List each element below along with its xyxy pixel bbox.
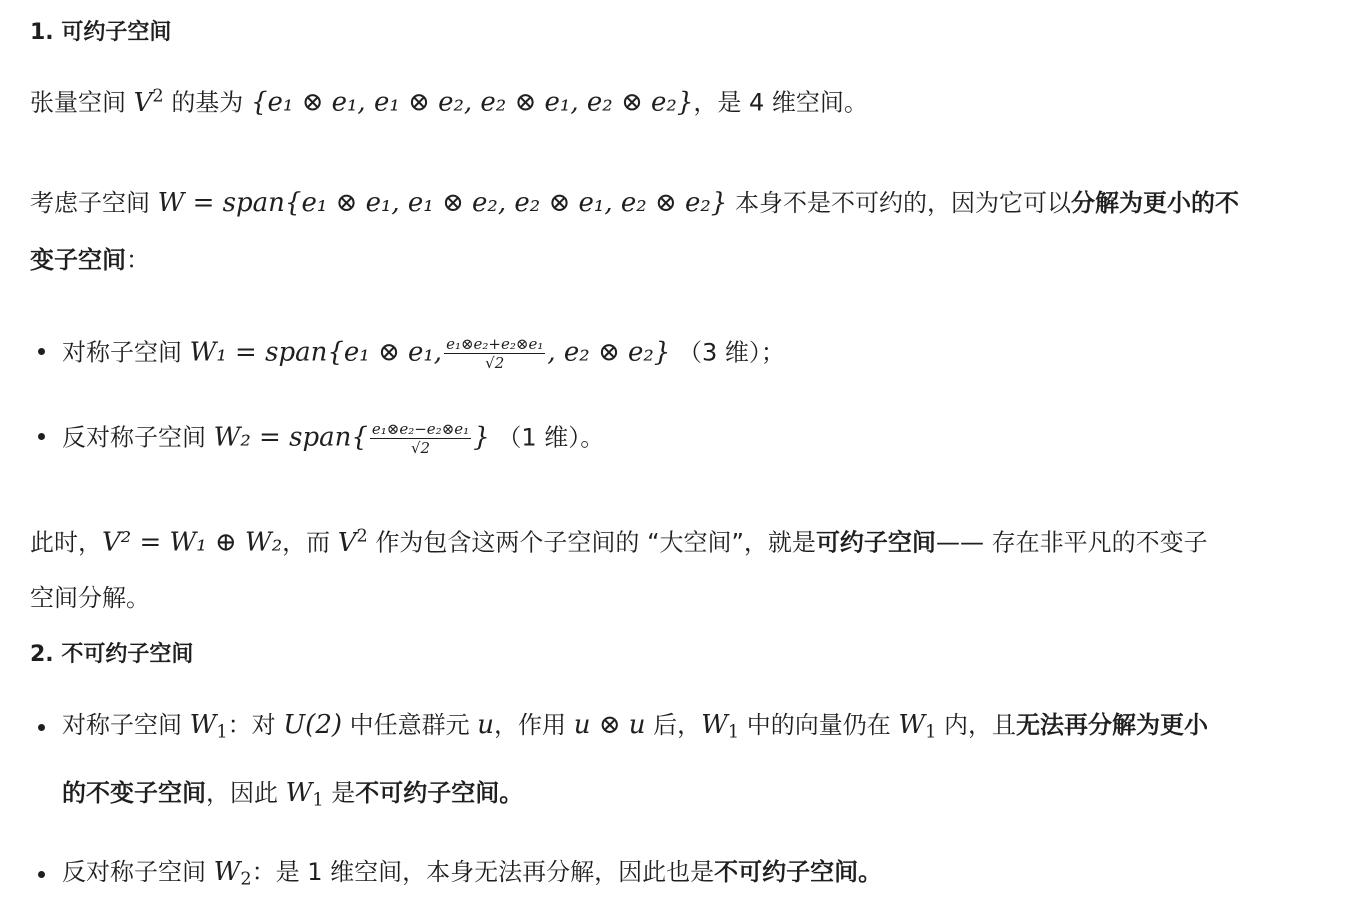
bullet-dot — [38, 871, 45, 878]
bold-text: 不可约子空间。 — [714, 858, 883, 886]
text: 考虑子空间 — [30, 189, 150, 217]
math-fraction: $\frac{\text{e₁⊗e₂−e₂⊗e₁}}{√2}$ — [371, 420, 470, 457]
bullet-dot — [38, 724, 45, 731]
math-W2: $W_2$ — [213, 857, 252, 890]
text: 对称子空间 — [62, 338, 182, 367]
list-item-W2-irreducible — [62, 859, 882, 889]
bold-text: 分解为更小的不 — [1070, 189, 1239, 217]
math-W1: $W_1$ — [285, 778, 324, 811]
math-U2: U(2) — [283, 710, 343, 740]
paragraph-subspace-cont — [30, 248, 150, 272]
text: 本身不是不可约的，因为它可以 — [734, 189, 1071, 217]
text: （3 维）； — [678, 338, 785, 367]
paragraph-subspace — [30, 190, 1239, 216]
bullet-dot — [38, 433, 45, 440]
text: ，而 — [282, 528, 331, 557]
paragraph-reducible-cont: 空间分解。 — [30, 584, 150, 612]
text: 反对称子空间 — [62, 423, 206, 452]
bold-text: 不可约子空间。 — [355, 779, 524, 807]
text: 是 — [331, 779, 356, 807]
text: ，因此 — [206, 779, 278, 807]
bold-text: 变子空间 — [30, 246, 126, 274]
list-item-symmetric — [62, 336, 785, 371]
text: （1 维）。 — [497, 423, 605, 452]
math-text: , e₂ ⊗ e₂} — [547, 337, 671, 368]
section-heading-1: 1. 可约子空间 — [30, 20, 172, 45]
text: ，作用 — [494, 711, 567, 739]
math-u: u — [477, 710, 495, 740]
text: 对称子空间 — [62, 711, 182, 739]
text: 中任意群元 — [349, 711, 470, 739]
list-item-W1-irreducible — [62, 712, 1208, 742]
math-text: } — [473, 422, 490, 453]
bullet-dot — [38, 348, 45, 355]
list-item-antisymmetric — [62, 421, 604, 456]
math-W-span: W = span{e₁ ⊗ e₁, e₁ ⊗ e₂, e₂ ⊗ e₁, e₂ ⊗ e₂} — [157, 188, 728, 218]
text: 此时， — [30, 528, 102, 557]
list-item-W1-irreducible-cont — [62, 780, 523, 810]
text: 的基为 — [171, 88, 244, 117]
bold-text: 可约子空间 — [815, 528, 936, 557]
text: 张量空间 — [30, 88, 126, 117]
text: ：是 1 维空间，本身无法再分解，因此也是 — [251, 858, 715, 886]
math-V2: $V^2$ — [133, 86, 164, 118]
text: ： — [126, 246, 150, 274]
math-V2: $V^2$ — [337, 526, 368, 558]
math-W1: $W_1$ — [898, 710, 937, 743]
bold-text: 无法再分解为更小 — [1016, 711, 1209, 739]
text: 内，且 — [944, 711, 1017, 739]
paragraph-basis — [30, 88, 868, 116]
text: —— 存在非平凡的不变子 — [935, 528, 1208, 557]
paragraph-reducible — [30, 528, 1208, 556]
math-W2-span: W₂ = span{ — [213, 422, 368, 453]
math-fraction: $\frac{\text{e₁⊗e₂+e₂⊗e₁}}{√2}$ — [446, 335, 544, 372]
text: 中的向量仍在 — [746, 711, 891, 739]
text: ，是 4 维空间。 — [693, 88, 868, 117]
text: 后， — [653, 711, 702, 739]
section-heading-2: 2. 不可约子空间 — [30, 642, 194, 667]
math-direct-sum: V² = W₁ ⊕ W₂ — [102, 527, 283, 558]
text: ：对 — [227, 711, 276, 739]
bold-text: 的不变子空间 — [62, 779, 206, 807]
math-basis: {e₁ ⊗ e₁, e₁ ⊗ e₂, e₂ ⊗ e₁, e₂ ⊗ e₂} — [250, 87, 694, 118]
math-u-tensor-u: u ⊗ u — [573, 710, 646, 740]
math-W1: $W_1$ — [701, 710, 740, 743]
math-W1-span: W₁ = span{e₁ ⊗ e₁, — [189, 337, 443, 368]
math-W1: $W_1$ — [189, 710, 228, 743]
text: 反对称子空间 — [62, 858, 206, 886]
text: 作为包含这两个子空间的 “大空间”，就是 — [375, 528, 816, 557]
